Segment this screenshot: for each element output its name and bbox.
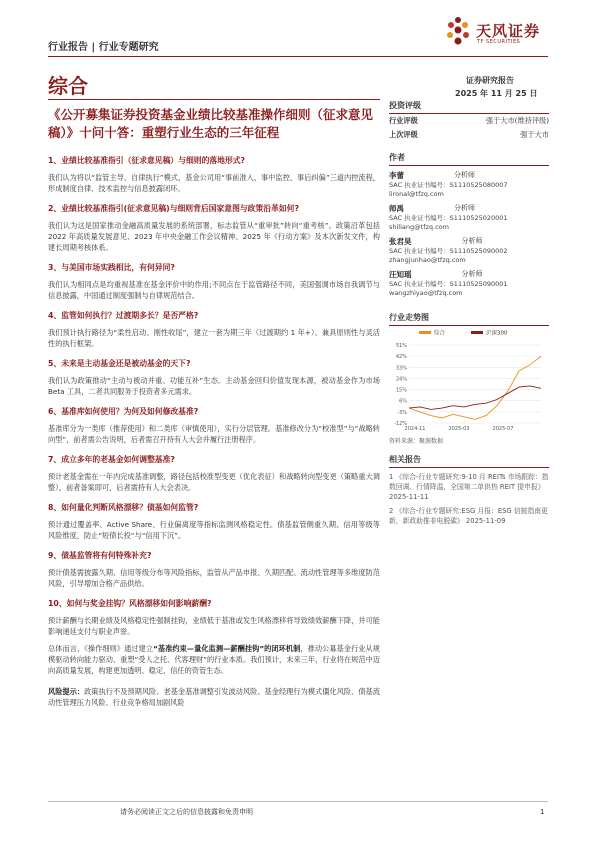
chart-source: 资料来源：聚源数据 <box>389 438 444 445</box>
question-6: 6、基准库如何使用？为何及如何修改基准? <box>48 407 199 416</box>
answer-6: 基准库分为一类库（推荐使用）和二类库（审慎使用），实行分层管理。基准修改分为“校准型”与“战略转向型”，前者需公告说明，后者需召开持有人大会并履行注册程序。 <box>48 424 380 444</box>
author-sac: SAC 执业证书编号：S1110525080007 <box>389 181 508 189</box>
question-4: 4、监管如何执行？过渡期多长？是否严格? <box>48 311 199 320</box>
y-tick-label: 6% <box>399 398 407 405</box>
rating-key: 行业评级 <box>389 116 418 125</box>
main-content <box>48 155 380 708</box>
related-report-item[interactable]: 2 《综合-行业专题研究:ESG 月报：ESG 信披指南更新，新政助推非电脱碳》 2025-11-09 <box>389 507 548 525</box>
y-tick-label: 15% <box>395 387 407 394</box>
y-tick-label: 33% <box>395 365 407 372</box>
legend-swatch <box>419 331 431 334</box>
legend-label: 沪深300 <box>486 330 508 337</box>
summary-bold: “基准约束—量化监测—薪酬挂钩”的闭环机制 <box>153 644 301 653</box>
rating-title: 投资评级 <box>389 101 421 110</box>
author-name: 师禹 <box>389 204 404 213</box>
author-name: 汪知瑶 <box>389 270 412 279</box>
y-tick-label: 51% <box>395 343 407 349</box>
related-reports <box>389 452 549 526</box>
brand-name-en: TF SECURITIES <box>477 39 521 45</box>
question-1: 1、业绩比较基准指引（征求意见稿）与细则的落地形式? <box>48 156 246 165</box>
author-role: 分析师 <box>461 270 483 278</box>
author-email[interactable]: shiliang@tfzq.com <box>389 223 449 231</box>
answer-5: 我们认为政策推动“主动与被动并重、功能互补”生态。主动基金回归价值发现本源，被动基金作为市场 Beta 工具，二者共同服务于投资者多元需求。 <box>48 376 380 396</box>
authors-divider <box>389 165 549 166</box>
rating-row <box>389 128 549 142</box>
footer-divider <box>48 801 548 802</box>
rating-row <box>389 114 549 128</box>
tf-logo-icon <box>445 16 471 46</box>
legend-swatch <box>471 331 483 334</box>
related-title: 相关报告 <box>389 455 421 464</box>
related-divider <box>389 467 549 468</box>
rating-value: 强于大市 <box>520 130 549 139</box>
question-9: 9、债基监管将有何特殊补充? <box>48 551 152 560</box>
answer-3: 我们认为相同点是均重视基准在基金评价中的作用;不同点在于监管路径不同，美国强调市场自我调节与信息披露，中国通过制度强制与自律规范结合。 <box>48 280 380 300</box>
answer-1: 我们认为将以“监管主导、自律执行”模式，基金公司用“事前准入、事中监控、事后纠偏”三道内控流程，形成制度自律、技术监控与信息披露闭环。 <box>48 173 380 193</box>
industry-name: 综合 <box>48 74 88 98</box>
answer-9: 预计债基需披露久期、信用等级分布等风险指标，监管从产品申报、久期匹配、流动性管理等多维度防范风险，引导增加合格产品供给。 <box>48 568 380 588</box>
question-8: 8、如何量化判断风格漂移？债基如何监管? <box>48 503 199 512</box>
sidebar <box>389 98 549 298</box>
question-2: 2、业绩比较基准指引(征求意见稿)与细则背后国家意图与政策沿革如何? <box>48 204 299 213</box>
author-sac: SAC 执业证书编号：S1110525090002 <box>389 247 508 255</box>
author-email[interactable]: zhangjunhao@tfzq.com <box>389 256 466 264</box>
author-email[interactable]: wangzhiyao@tfzq.com <box>389 289 463 297</box>
x-tick-label: 2025-03 <box>448 426 470 432</box>
series-line <box>409 356 541 419</box>
question-5: 5、未来是主动基金还是被动基金的天下? <box>48 359 191 368</box>
author-name: 张君昊 <box>389 237 412 246</box>
related-report-item[interactable]: 1 《综合-行业专题研究:9-10 月 REITs 市场跟踪：指数回调、行情降温，全国第二单供热 REIT 提申报》 2025-11-11 <box>389 473 549 501</box>
author-role: 分析师 <box>454 171 475 179</box>
risk-paragraph <box>48 686 380 708</box>
rating-value: 强于大市(维持评级) <box>485 116 549 125</box>
y-tick-label: -3% <box>397 409 407 416</box>
brand-name: 天风证券 <box>476 22 541 40</box>
answer-10: 预计薪酬与长期业绩及风格稳定性强制挂钩，业绩低于基准或发生风格漂移将导致绩效薪酬下降，并可能影响递延支付与职业声誉。 <box>48 616 380 636</box>
answer-4: 我们预计执行路径为“柔性启动、刚性收尾”，建立一套为期三年（过渡期约 1 年+）、兼具原则性与灵活性的执行框架。 <box>48 328 380 348</box>
x-tick-label: 2025-07 <box>492 426 514 432</box>
summary-paragraph <box>48 643 380 676</box>
y-tick-label: 24% <box>395 376 407 383</box>
x-tick-label: 2024-11 <box>404 426 426 432</box>
y-tick-label: 42% <box>395 354 407 361</box>
author-role: 分析师 <box>461 237 483 245</box>
legend-label: 综合 <box>434 330 446 337</box>
page-number: 1 <box>540 808 545 816</box>
authors-title: 作者 <box>389 153 405 162</box>
summary-pre: 总体而言，《操作细则》通过建立 <box>48 644 154 653</box>
answer-2: 我们认为这是国家推动金融高质量发展的系统部署，标志监管从“重审批”转向“重考核”。政策沿革包括 2022 年高质量发展意见、2023 年中央金融工作会议精神、2025 年《行动方案》及本次新发文件，构建长周期考核体系。 <box>48 221 380 252</box>
report-series: 证券研究报告 <box>466 76 514 85</box>
y-tick-label: -12% <box>394 421 407 427</box>
question-7: 7、成立多年的老基金如何调整基准? <box>48 455 175 464</box>
risk-text: 政策执行不及预期风险、老基金基准调整引发波动风险、基金经理行为模式僵化风险、债基流动性管理压力风险、行业竞争格局加剧风险 <box>48 687 380 707</box>
header-divider <box>48 56 548 57</box>
summary-post: ，推动公募基金行业从规模驱动转向能力驱动、重塑“受人之托、代客理财”的行业本质。我们预计，未来三年，行业将在规范中迈向高质量发展，构建更加透明、稳定、信任的资管生态。 <box>48 644 380 675</box>
author-name: 李蕾 <box>389 171 404 180</box>
author-sac: SAC 执业证书编号：S1110525090001 <box>389 280 508 288</box>
author-role: 分析师 <box>454 204 475 212</box>
answer-8: 预计通过覆盖率、Active Share、行业偏离度等指标监测风格稳定性。债基监管侧重久期、信用等级等风险维度，防止“短债长投”与“信用下沉”。 <box>48 520 380 540</box>
author-email[interactable]: lironal@tfzq.com <box>389 190 444 198</box>
rating-key: 上次评级 <box>389 130 418 139</box>
report-title: 《公开募集证券投资基金业绩比较基准操作细则（征求意见稿）》十问十答：重塑行业生态的三年征程 <box>48 107 374 140</box>
author-item <box>389 170 549 199</box>
author-item <box>389 269 549 298</box>
author-item <box>389 236 549 265</box>
answer-7: 预计老基金需在一年内完成基准调整，路径包括校准型变更（优化表征）和战略转向型变更（策略重大调整），前者备案即可，后者需持有人大会表决。 <box>48 472 380 492</box>
industry-trend-chart <box>389 323 549 445</box>
disclaimer-note: 请务必阅读正文之后的信息披露和免责申明 <box>120 808 253 816</box>
author-sac: SAC 执业证书编号：S1110525020001 <box>389 214 508 222</box>
chart-title: 行业走势图 <box>389 313 429 322</box>
report-type: 行业报告 | 行业专题研究 <box>48 42 159 53</box>
risk-label: 风险提示： <box>48 687 85 696</box>
title-divider <box>48 99 380 100</box>
question-3: 3、与美国市场实践相比，有何异同? <box>48 263 175 272</box>
report-date: 2025 年 11 月 25 日 <box>455 89 538 98</box>
author-item <box>389 203 549 232</box>
question-10: 10、如何与奖金挂钩？风格漂移如何影响薪酬? <box>48 599 212 608</box>
